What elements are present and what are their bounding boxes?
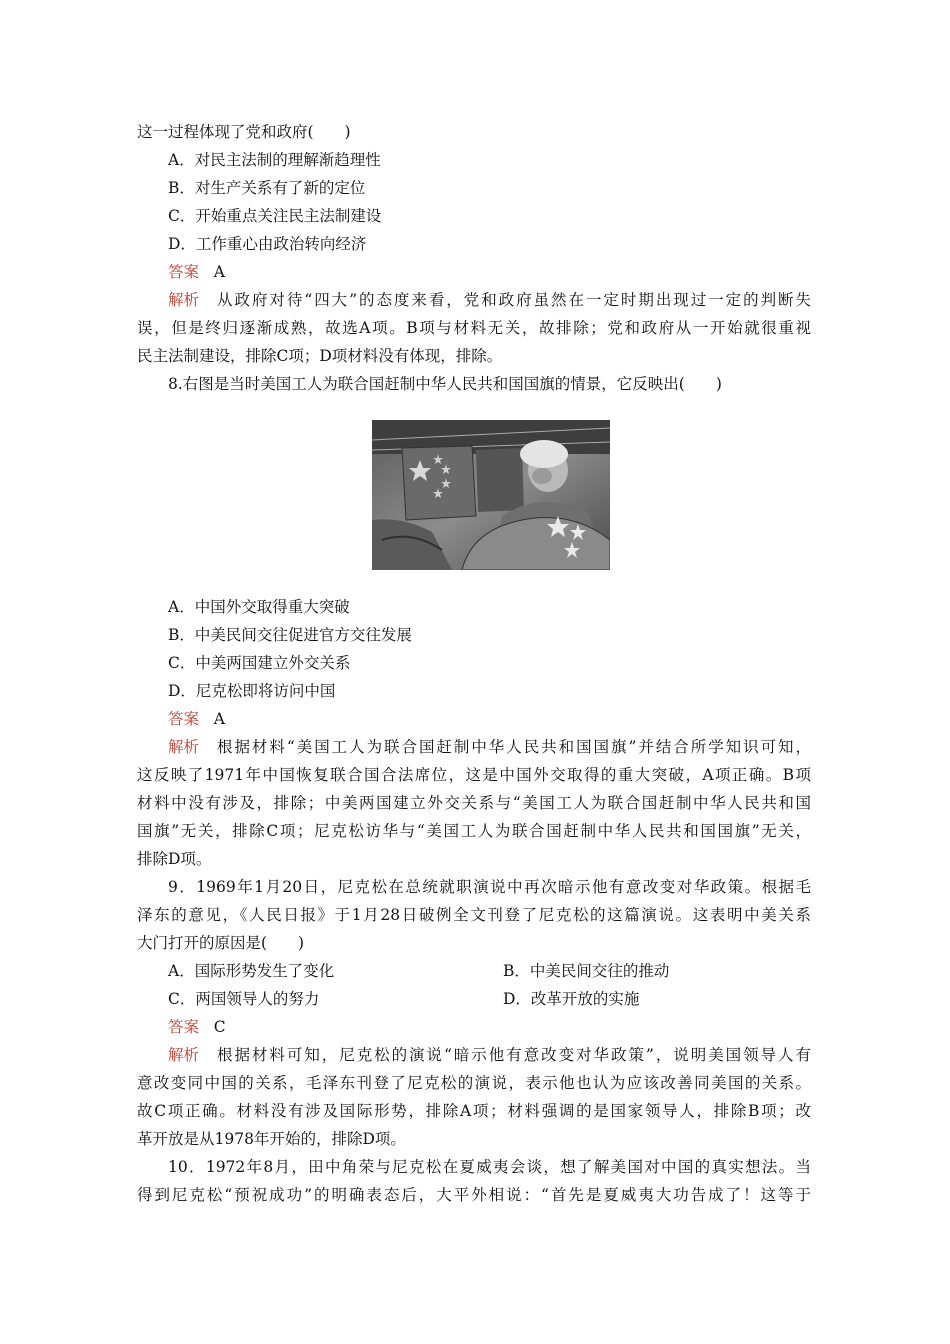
q8-option-c: C．中美两国建立外交关系: [168, 654, 351, 672]
q8-answer: [168, 709, 225, 729]
q9-explanation-line-3: 故C项正确。材料没有涉及国际形势，排除A项；材料强调的是国家领导人，排除B项；改: [137, 1102, 811, 1120]
answer-label: 答案: [168, 1018, 200, 1036]
explanation-text: 从政府对待“四大”的态度来看，党和政府虽然在一定时期出现过一定的判断失: [217, 291, 811, 309]
q9-answer: [168, 1017, 226, 1037]
q9-option-b: B．中美民间交往的推动: [503, 962, 670, 980]
q10-stem-line-1: 10．1972年8月，田中角荣与尼克松在夏威夷会谈，想了解美国对中国的真实想法。当: [168, 1158, 811, 1176]
answer-value: C: [213, 1018, 226, 1036]
q8-option-b: B．中美民间交往促进官方交往发展: [168, 626, 412, 644]
explanation-label: 解析: [168, 1046, 200, 1064]
q8-option-d: D．尼克松即将访问中国: [168, 682, 336, 700]
q8-explanation-line-4: 国旗”无关，排除C项；尼克松访华与“美国工人为联合国赶制中华人民共和国国旗”无关，: [137, 822, 811, 840]
q7-option-a: A．对民主法制的理解渐趋理性: [168, 151, 381, 169]
q9-stem-line-2: 泽东的意见，《人民日报》于1月28日破例全文刊登了尼克松的这篇演说。这表明中美关系: [137, 906, 811, 924]
q10-stem-line-2: 得到尼克松“预祝成功”的明确表态后，大平外相说：“首先是夏威夷大功告成了！这等于: [137, 1186, 811, 1204]
q8-explanation-line-3: 材料中没有涉及，排除；中美两国建立外交关系与“美国工人为联合国赶制中华人民共和国: [137, 794, 811, 812]
q8-option-a: A．中国外交取得重大突破: [168, 598, 350, 616]
explanation-text: 根据材料可知，尼克松的演说“暗示他有意改变对华政策”，说明美国领导人有: [217, 1046, 811, 1064]
answer-label: 答案: [168, 710, 200, 728]
q7-explanation-line-3: 民主法制建设，排除C项；D项材料没有体现，排除。: [137, 347, 503, 365]
q7-answer: [168, 262, 225, 282]
q9-option-a: A．国际形势发生了变化: [168, 962, 335, 980]
explanation-text: 根据材料“美国工人为联合国赶制中华人民共和国国旗”并结合所学知识可知，: [217, 738, 811, 756]
q8-explanation-line-2: 这反映了1971年中国恢复联合国合法席位，这是中国外交取得的重大突破，A项正确。B项: [137, 766, 811, 784]
q9-explanation-line-4: 革开放是从1978年开始的，排除D项。: [137, 1130, 406, 1148]
q7-explanation-line-2: 误，但是终归逐渐成熟，故选A项。B项与材料无关，故排除；党和政府从一开始就很重视: [137, 319, 811, 337]
q7-stem: 这一过程体现了党和政府( ): [137, 123, 351, 141]
q8-stem: 8.右图是当时美国工人为联合国赶制中华人民共和国国旗的情景，它反映出( ): [168, 375, 722, 393]
q9-explanation-line-2: 意改变同中国的关系，毛泽东刊登了尼克松的演说，表示他也认为应该改善同美国的关系。: [137, 1074, 811, 1092]
answer-value: A: [213, 263, 225, 281]
q7-option-d: D．工作重心由政治转向经济: [168, 235, 367, 253]
q7-explanation-line-1: [168, 290, 811, 310]
q9-option-d: D．改革开放的实施: [503, 990, 640, 1008]
flag-making-photo: [372, 420, 610, 570]
answer-label: 答案: [168, 263, 200, 281]
q9-stem-line-3: 大门打开的原因是( ): [137, 934, 305, 952]
q9-option-c: C．两国领导人的努力: [168, 990, 320, 1008]
explanation-label: 解析: [168, 738, 200, 756]
q8-explanation-line-5: 排除D项。: [137, 850, 212, 868]
q8-explanation-line-1: [168, 737, 811, 757]
answer-value: A: [213, 710, 225, 728]
q7-option-b: B．对生产关系有了新的定位: [168, 179, 366, 197]
q9-explanation-line-1: [168, 1045, 811, 1065]
q9-stem-line-1: 9．1969年1月20日，尼克松在总统就职演说中再次暗示他有意改变对华政策。根据毛: [168, 878, 811, 896]
explanation-label: 解析: [168, 291, 200, 309]
q7-option-c: C．开始重点关注民主法制建设: [168, 207, 382, 225]
